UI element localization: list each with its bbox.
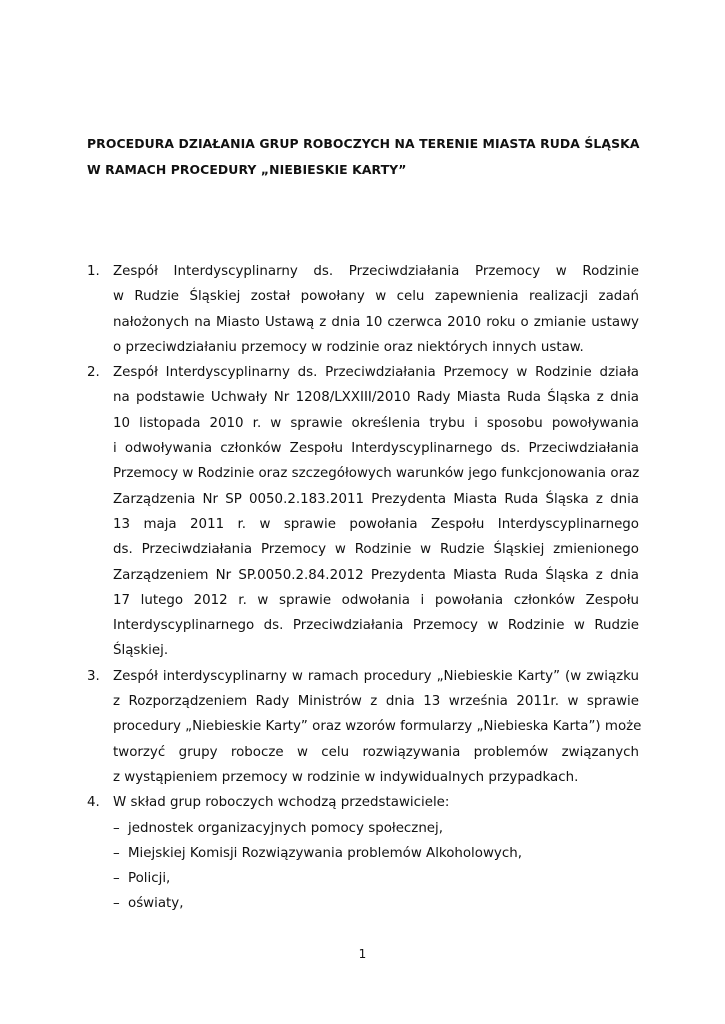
text-line: Zespół interdyscyplinarny w ramach procedury „Niebieskie Karty” (w związku [113,668,639,684]
dash-icon: – [113,896,120,912]
text-line: tworzyć grupy robocze w celu rozwiązywania problemów związanych [113,744,639,760]
list-item-4 [87,790,639,916]
sub-list-item [113,841,639,866]
text-line: Zespół Interdyscyplinarny ds. Przeciwdziałania Przemocy w Rodzinie działa [113,365,639,381]
sub-list-item-text: oświaty, [128,896,184,912]
list-item-3 [87,664,642,790]
sub-list-item-text: Policji, [128,871,171,887]
list-item-number: 1. [87,264,100,279]
page-number: 1 [358,947,367,961]
text-line: i odwoływania członków Zespołu Interdyscyplinarnego ds. Przeciwdziałania [113,441,639,457]
text-line: Interdyscyplinarnego ds. Przeciwdziałania Przemocy w Rodzinie w Rudzie [113,618,639,634]
text-line: z Rozporządzeniem Rady Ministrów z dnia 13 września 2011r. w sprawie [113,694,639,710]
text-line: Przemocy w Rodzinie oraz szczegółowych warunków jego funkcjonowania oraz [113,466,640,482]
numbered-list [87,259,642,917]
list-item-2 [87,360,639,664]
dash-icon: – [113,871,120,887]
list-item-1 [87,259,639,360]
sub-list-item-text: jednostek organizacyjnych pomocy społecznej, [128,820,444,836]
text-line: 17 lutego 2012 r. w sprawie odwołania i powołania członków Zespołu [113,592,639,608]
text-line: procedury „Niebieskie Karty” oraz wzorów formularzy „Niebieska Karta”) może [113,719,642,735]
dash-icon: – [113,820,120,836]
text-line: o przeciwdziałaniu przemocy w rodzinie oraz niektórych innych ustaw. [113,339,584,355]
list-item-number: 3. [87,668,100,684]
sub-list-item [113,866,639,891]
dash-icon: – [113,845,120,861]
list-item-number: 4. [87,795,100,811]
text-line: ds. Przeciwdziałania Przemocy w Rodzinie w Rudzie Śląskiej zmienionego [113,542,639,558]
title-line-2: W RAMACH PROCEDURY „NIEBIESKIE KARTY” [87,162,407,177]
sub-list-item [113,891,639,916]
title-line-1: PROCEDURA DZIAŁANIA GRUP ROBOCZYCH NA TERENIE MIASTA RUDA ŚLĄSKA [87,136,640,151]
text-line: Śląskiej. [113,643,169,659]
text-line: nałożonych na Miasto Ustawą z dnia 10 czerwca 2010 roku o zmianie ustawy [113,314,639,330]
text-line: z wystąpieniem przemocy w rodzinie w indywidualnych przypadkach. [113,769,579,785]
sub-list-item [113,816,639,841]
text-line: Zarządzeniem Nr SP.0050.2.84.2012 Prezydenta Miasta Ruda Śląska z dnia [113,567,639,583]
document-title [87,131,639,183]
text-line: Zarządzenia Nr SP 0050.2.183.2011 Prezydenta Miasta Ruda Śląska z dnia [113,491,639,507]
text-line: 13 maja 2011 r. w sprawie powołania Zespołu Interdyscyplinarnego [113,516,639,532]
text-line: w Rudzie Śląskiej został powołany w celu zapewnienia realizacji zadań [113,289,639,305]
text-line: Zespół Interdyscyplinarny ds. Przeciwdziałania Przemocy w Rodzinie [113,264,639,279]
text-line: na podstawie Uchwały Nr 1208/LXXIII/2010 Rady Miasta Ruda Śląska z dnia [113,390,639,406]
list-item-number: 2. [87,365,100,381]
text-line: W skład grup roboczych wchodzą przedstawiciele: [113,795,450,811]
text-line: 10 listopada 2010 r. w sprawie określenia trybu i sposobu powoływania [113,415,639,431]
sub-list-item-text: Miejskiej Komisji Rozwiązywania problemów Alkoholowych, [128,845,522,861]
